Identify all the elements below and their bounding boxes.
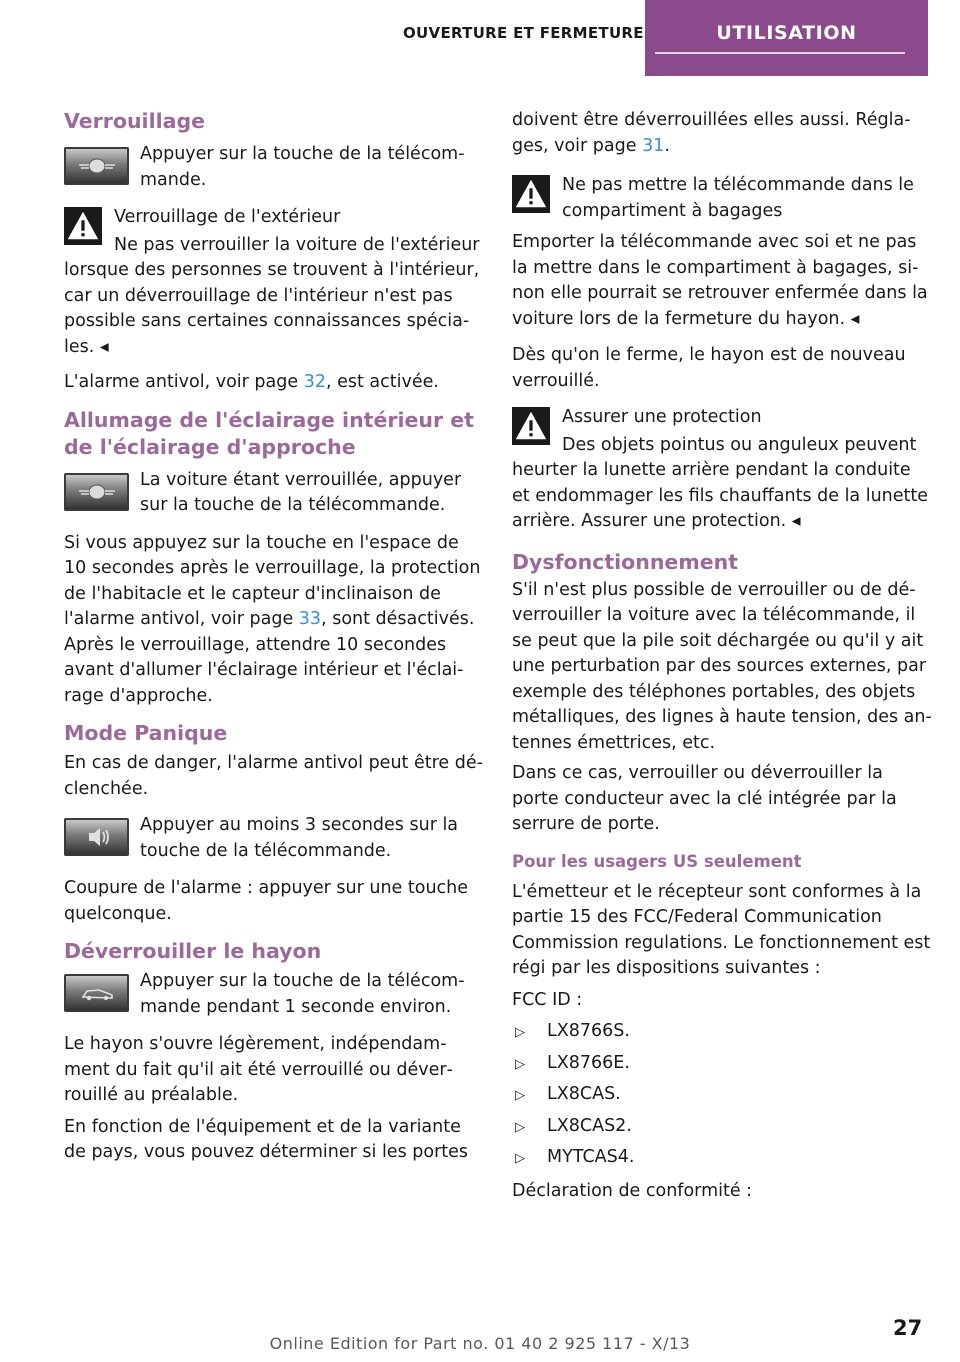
heading-panique: Mode Panique: [64, 721, 228, 745]
bullet-triangle-icon: ▷: [515, 1151, 525, 1166]
warning-luggage: [512, 173, 932, 224]
key-panic-text: Appuyer au moins 3 secondes sur la touche de la télécommande.: [140, 815, 459, 861]
key-lock-row: [64, 142, 484, 193]
fcc-id-list: [512, 1019, 932, 1171]
warning-icon: [512, 407, 550, 445]
hayon-paragraph-1: Le hayon s'ouvre légèrement, indépendamment du fait qu'il ait été verrouillé ou déverrouillé au préalable.: [64, 1034, 453, 1105]
key-lock-text: Appuyer sur la touche de la télécommande.: [140, 144, 465, 190]
dans-paragraph: Dans ce cas, verrouiller ou déverrouiller la porte conducteur avec la clé intégrée par la serrure de porte.: [512, 763, 897, 834]
key-light-text: La voiture étant verrouillée, appuyer sur la touche de la télécommande.: [140, 469, 462, 515]
dysf-paragraph: S'il n'est plus possible de verrouiller ou de déverrouiller la voiture avec la télécommande, il se peut que la pile soit déchargée ou qu'il y ait une perturbation par des sources externes, par exemple des téléphones portables, des objets métalliques, des lignes à haute tension, des antennes émettrices, etc.: [512, 579, 932, 753]
header-section-title: OUVERTURE ET FERMETURE: [403, 24, 644, 42]
warning-protection-title: Assurer une protection: [562, 407, 762, 427]
heading-allumage: Allumage de l'éclairage intérieur et de l'éclairage d'approche: [64, 407, 474, 459]
header-tab-underline: [655, 52, 905, 54]
key-panic-row: [64, 813, 484, 864]
right-column: [512, 108, 932, 1215]
heading-hayon: Déverrouiller le hayon: [64, 939, 322, 963]
tailgate-button-icon: [64, 974, 129, 1012]
continued-text-post: .: [664, 135, 670, 156]
des-paragraph: Dès qu'on le ferme, le hayon est de nouveau verrouillé.: [512, 345, 906, 391]
warning-protection-text: Des objets pointus ou anguleux peuvent heurter la lunette arrière pendant la conduite et endommager les fils chauffants de la lunette arrière. Assurer une protection. ◂: [512, 434, 929, 531]
warning-exterior-text: Ne pas verrouiller la voiture de l'extérieur lorsque des personnes se trouvent à l'intérieur, car un déverrouillage de l'intérieur n'est pas possible sans certaines connaissances spéciales. ◂: [64, 234, 480, 357]
heading-dysfonctionnement: Dysfonctionnement: [512, 549, 738, 574]
key-light-row: [64, 468, 484, 519]
declaration-paragraph: Déclaration de conformité :: [512, 1180, 753, 1201]
bullet-triangle-icon: ▷: [515, 1025, 525, 1040]
left-column: [64, 108, 484, 1177]
warning-luggage-title: Ne pas mettre la télécommande dans le compartiment à bagages: [562, 175, 914, 221]
header-chapter-tab: [645, 0, 928, 76]
panic-button-icon: [64, 818, 129, 856]
hayon-paragraph-2: En fonction de l'équipement et de la variante de pays, vous pouvez déterminer si les portes: [64, 1116, 469, 1162]
alarm-paragraph: [64, 370, 484, 396]
us-paragraph: L'émetteur et le récepteur sont conformes à la partie 15 des FCC/Federal Communication Commission regulations. Le fonctionnement est régi par les dispositions suivantes :: [512, 881, 931, 978]
heading-us-users: Pour les usagers US seulement: [512, 851, 802, 871]
key-tailgate-row: [64, 969, 484, 1020]
fcc-label: FCC ID :: [512, 989, 583, 1010]
list-item: [512, 1145, 932, 1171]
page-link-32[interactable]: 32: [303, 372, 326, 392]
fcc-id-value: LX8766S.: [547, 1021, 630, 1041]
list-item: [512, 1019, 932, 1045]
fcc-id-value: MYTCAS4.: [547, 1147, 635, 1167]
header-chapter-label: UTILISATION: [716, 22, 857, 44]
espace-text-post: , sont désactivés. Après le verrouillage, attendre 10 secondes avant d'allumer l'éclairage intérieur et l'éclairage d'approche.: [64, 609, 475, 706]
continued-text-pre: doivent être déverrouillées elles aussi. Réglages, voir page: [512, 110, 911, 156]
heading-verrouillage: Verrouillage: [64, 109, 206, 133]
lock-button-icon: [64, 473, 129, 511]
fcc-id-value: LX8766E.: [547, 1052, 630, 1073]
page-number: 27: [893, 1316, 923, 1340]
warning-icon: [64, 207, 102, 245]
espace-paragraph: [64, 531, 484, 710]
key-tailgate-text: Appuyer sur la touche de la télécommande pendant 1 seconde environ.: [140, 971, 465, 1017]
list-item: [512, 1114, 932, 1140]
bullet-triangle-icon: ▷: [515, 1119, 525, 1135]
warning-exterior-lock: [64, 205, 484, 360]
footer-edition: Online Edition for Part no. 01 40 2 925 117 - X/13: [269, 1334, 691, 1353]
page-link-31[interactable]: 31: [642, 135, 665, 156]
lock-button-icon: [64, 147, 129, 185]
panique-paragraph: En cas de danger, l'alarme antivol peut être déclenchée.: [64, 753, 483, 799]
list-item: [512, 1051, 932, 1077]
page-link-33[interactable]: 33: [298, 609, 322, 629]
bullet-triangle-icon: ▷: [515, 1088, 525, 1103]
alarm-text-pre: L'alarme antivol, voir page: [64, 372, 304, 392]
warning-exterior-title: Verrouillage de l'extérieur: [114, 207, 341, 227]
warning-icon: [512, 175, 550, 213]
continued-paragraph: [512, 108, 932, 159]
emporter-paragraph: Emporter la télécommande avec soi et ne pas la mettre dans le compartiment à bagages, sinon elle pourrait se retrouver enfermée dans la voiture lors de la fermeture du hayon. ◂: [512, 232, 928, 329]
coupure-paragraph: Coupure de l'alarme : appuyer sur une touche quelconque.: [64, 878, 469, 924]
warning-protection: [512, 405, 932, 535]
list-item: [512, 1082, 932, 1108]
fcc-id-value: LX8CAS2.: [547, 1115, 632, 1136]
alarm-text-post: , est activée.: [325, 372, 439, 392]
espace-text-pre: Si vous appuyez sur la touche en l'espace de 10 secondes après le verrouillage, la protection de l'habitacle et le capteur d'inclinaison de l'alarme antivol, voir page: [64, 532, 481, 629]
fcc-id-value: LX8CAS.: [547, 1084, 621, 1104]
bullet-triangle-icon: ▷: [515, 1056, 525, 1072]
